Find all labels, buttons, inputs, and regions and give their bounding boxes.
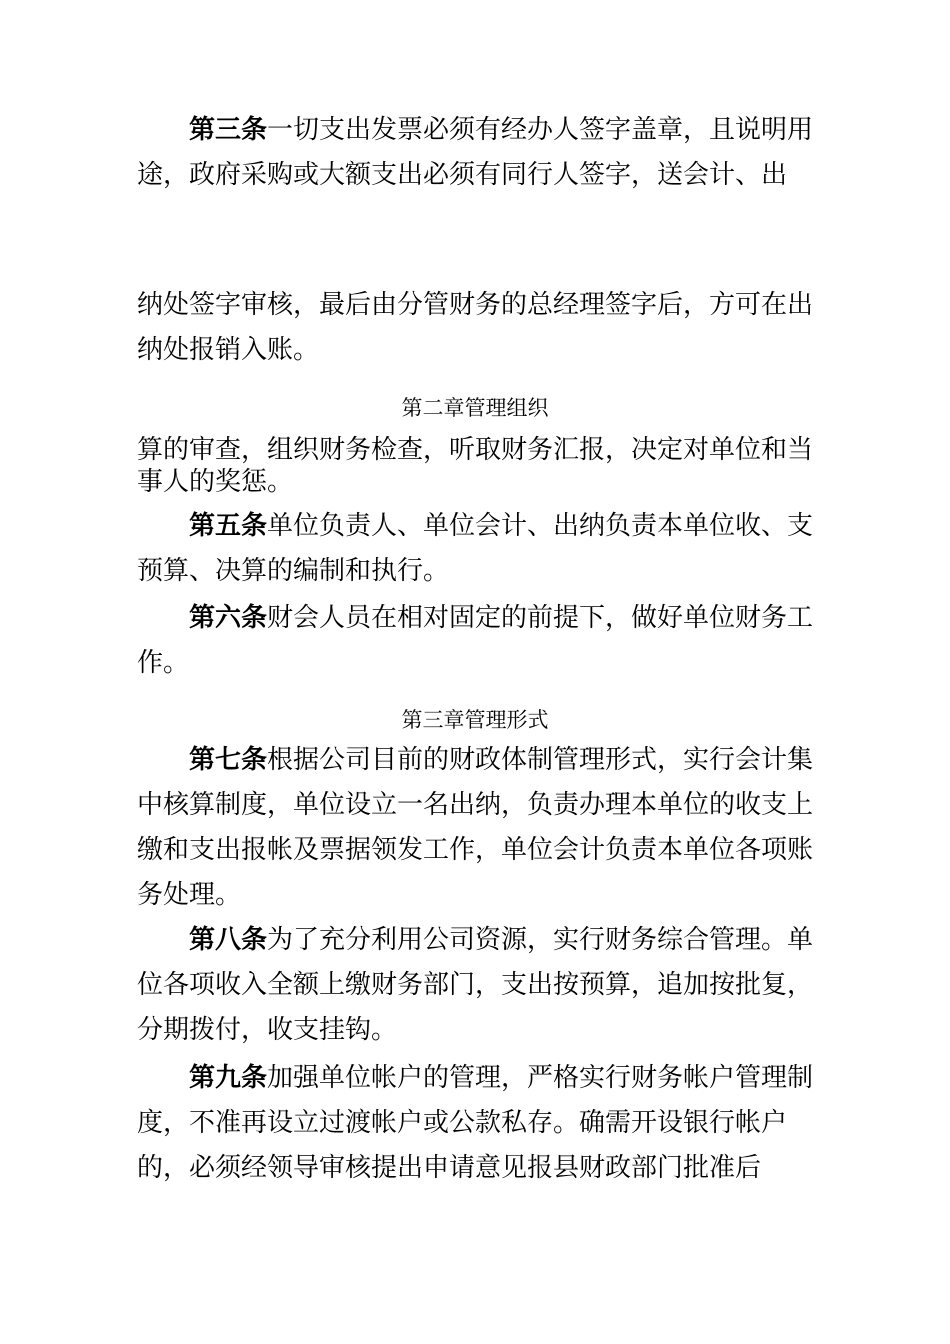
article-7-text: 根据公司目前的财政体制管理形式，实行会计集中核算制度，单位设立一名出纳，负责办理本单位的收支上缴和支出报帐及票据领发工作，单位会计负责本单位各项账务处理。 bbox=[137, 745, 814, 910]
article-7-paragraph bbox=[137, 738, 837, 918]
article-5-label: 第五条 bbox=[189, 511, 268, 541]
article-6-paragraph bbox=[137, 596, 837, 686]
article-8-label: 第八条 bbox=[189, 925, 268, 955]
article-7-label: 第七条 bbox=[189, 745, 268, 775]
article-4-tail-paragraph bbox=[137, 434, 837, 498]
article-9-text: 加强单位帐户的管理，严格实行财务帐户管理制度，不准再设立过渡帐户或公款私存。确需开设银行帐户的，必须经领导审核提出申请意见报县财政部门批准后 bbox=[137, 1063, 814, 1183]
article-3-text-b: 纳处签字审核，最后由分管财务的总经理签字后，方可在出纳处报销入账。 bbox=[137, 290, 814, 365]
chapter-2-heading: 第二章管理组织 bbox=[401, 396, 549, 420]
article-8-text: 为了充分利用公司资源，实行财务综合管理。单位各项收入全额上缴财务部门，支出按预算，追加按批复，分期拨付，收支挂钩。 bbox=[137, 925, 814, 1045]
article-6-label: 第六条 bbox=[189, 603, 268, 633]
article-9-label: 第九条 bbox=[189, 1063, 268, 1093]
article-8-paragraph bbox=[137, 918, 837, 1053]
article-5-text: 单位负责人、单位会计、出纳负责本单位收、支预算、决算的编制和执行。 bbox=[137, 511, 814, 586]
article-6-text: 财会人员在相对固定的前提下，做好单位财务工作。 bbox=[137, 603, 814, 678]
article-3-paragraph bbox=[137, 108, 837, 198]
article-4-tail-text: 算的审查，组织财务检查，听取财务汇报，决定对单位和当事人的奖惩。 bbox=[137, 435, 814, 497]
article-3-text-a: 一切支出发票必须有经办人签字盖章，且说明用途，政府采购或大额支出必须有同行人签字，送会计、出 bbox=[137, 115, 814, 190]
article-3-label: 第三条 bbox=[189, 115, 268, 145]
article-9-paragraph bbox=[137, 1056, 837, 1191]
chapter-3-heading: 第三章管理形式 bbox=[401, 708, 549, 732]
article-3-continuation bbox=[137, 283, 837, 373]
article-5-paragraph bbox=[137, 504, 837, 594]
